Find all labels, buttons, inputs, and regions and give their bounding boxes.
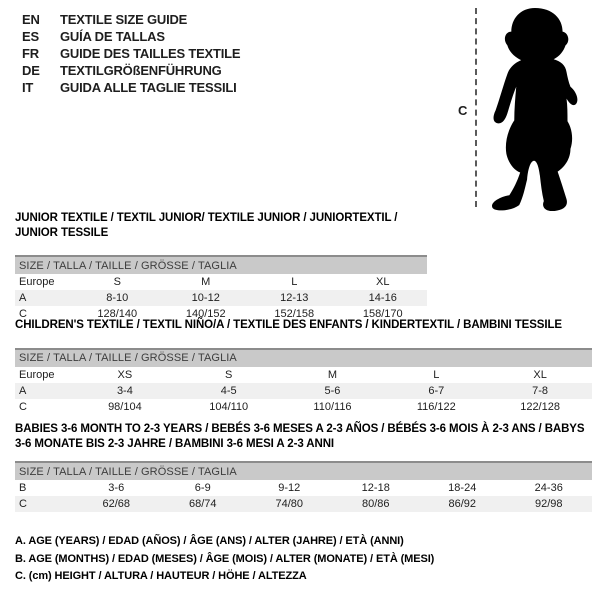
childrens-textile-section [15, 318, 592, 415]
language-list [22, 11, 240, 96]
size-cell: 68/74 [188, 498, 217, 510]
childrens-section-title: CHILDREN'S TEXTILE / TEXTIL NIÑO/A / TEXTILE DES ENFANTS / KINDERTEXTIL / BAMBINI TESSILE [15, 319, 562, 331]
size-cell: 4-5 [220, 384, 237, 397]
size-cell: 14-16 [368, 292, 397, 304]
size-cell: 9-12 [278, 482, 301, 494]
language-code: EN [22, 12, 40, 27]
size-cell: 104/110 [209, 400, 249, 413]
size-cell: 62/68 [102, 498, 131, 510]
size-cell: 6-7 [428, 384, 445, 397]
language-row-fr [22, 45, 240, 62]
row-label: A [19, 292, 27, 304]
size-cell: 92/98 [534, 498, 563, 510]
row-label: C [19, 498, 27, 510]
size-cell: M [201, 276, 211, 288]
junior-textile-section [15, 211, 427, 322]
size-cell: 7-8 [532, 384, 549, 397]
size-cell: S [225, 368, 233, 381]
footnotes [15, 533, 434, 586]
language-code: DE [22, 63, 40, 78]
language-row-it [22, 79, 240, 96]
junior-section-title: JUNIOR TEXTILE / TEXTIL JUNIOR/ TEXTILE JUNIOR / JUNIORTEXTIL / JUNIOR TESSILE [15, 212, 398, 239]
size-cell: S [113, 276, 121, 288]
row-label: C [19, 400, 27, 413]
row-label: C [19, 308, 27, 320]
childrens-size-table [15, 348, 592, 415]
table-row [15, 274, 427, 290]
footnote-b-age-months: B. AGE (MONTHS) / EDAD (MESES) / ÂGE (MOIS) / ALTER (MONATE) / ETÀ (MESI) [15, 552, 435, 565]
language-label: GUIDA ALLE TAGLIE TESSILI [60, 80, 237, 95]
table-row [15, 367, 592, 383]
size-cell: 3-6 [108, 482, 125, 494]
row-label: A [19, 384, 27, 397]
table-row [15, 399, 592, 415]
size-header-row [15, 349, 592, 367]
row-label: Europe [19, 276, 55, 288]
size-cell: XL [376, 276, 390, 288]
language-code: IT [22, 80, 34, 95]
height-measure-label: C [458, 103, 468, 118]
baby-height-figure [440, 0, 600, 215]
size-header-row [15, 256, 427, 274]
babies-textile-section [15, 422, 592, 512]
size-cell: 12-13 [280, 292, 309, 304]
size-header-row [15, 462, 592, 480]
table-row [15, 496, 592, 512]
language-label: GUÍA DE TALLAS [60, 29, 165, 44]
language-row-de [22, 62, 240, 79]
size-cell: 110/116 [313, 400, 352, 413]
language-row-es [22, 28, 240, 45]
size-cell: 128/140 [97, 308, 138, 320]
size-cell: 24-36 [534, 482, 563, 494]
size-cell: 158/170 [362, 308, 403, 320]
language-label: GUIDE DES TAILLES TEXTILE [60, 46, 241, 61]
footnote-a-age-years: A. AGE (YEARS) / EDAD (AÑOS) / ÂGE (ANS) / ALTER (JAHRE) / ETÀ (ANNI) [15, 535, 404, 547]
size-cell: 10-12 [191, 292, 220, 304]
size-cell: 116/122 [416, 400, 456, 413]
size-cell: 80/86 [361, 498, 390, 510]
baby-silhouette-icon [483, 4, 583, 211]
table-row [15, 480, 592, 496]
row-label: B [19, 482, 27, 494]
size-cell: 8-10 [106, 292, 129, 304]
size-cell: 74/80 [275, 498, 304, 510]
size-cell: 18-24 [448, 482, 477, 494]
language-code: FR [22, 46, 39, 61]
footnote-c-height: C. (cm) HEIGHT / ALTURA / HAUTEUR / HÖHE / ALTEZZA [15, 570, 307, 582]
size-header: SIZE / TALLA / TAILLE / GRÖSSE / TAGLIA [15, 349, 592, 367]
junior-size-table [15, 255, 427, 322]
size-cell: 122/128 [520, 400, 560, 413]
size-cell: M [327, 368, 338, 381]
babies-section-title: BABIES 3-6 MONTH TO 2-3 YEARS / BEBÉS 3-6 MESES A 2-3 AÑOS / BÉBÉS 3-6 MOIS À 2-3 ANS / BABYS 3-6 MONATE BIS 2-3 JAHRE / BAMBINI 3-6 MESI A 2-3 ANNI [15, 423, 585, 450]
table-row [15, 290, 427, 306]
size-cell: 98/104 [108, 400, 142, 413]
size-cell: L [433, 368, 440, 381]
size-cell: 6-9 [194, 482, 211, 494]
size-cell: 3-4 [116, 384, 133, 397]
row-label: Europe [19, 368, 55, 381]
size-cell: 140/152 [185, 308, 226, 320]
size-cell: XS [117, 368, 133, 381]
size-cell: XL [533, 368, 547, 381]
language-code: ES [22, 29, 39, 44]
size-header: SIZE / TALLA / TAILLE / GRÖSSE / TAGLIA [15, 256, 427, 274]
size-header: SIZE / TALLA / TAILLE / GRÖSSE / TAGLIA [15, 462, 592, 480]
size-cell: L [291, 276, 298, 288]
language-label: TEXTILE SIZE GUIDE [60, 12, 188, 27]
table-row [15, 383, 592, 399]
height-dashed-line [475, 8, 477, 207]
size-cell: 152/158 [274, 308, 315, 320]
language-label: TEXTILGRÖßENFÜHRUNG [60, 63, 222, 78]
size-cell: 86/92 [448, 498, 477, 510]
size-cell: 5-6 [324, 384, 341, 397]
babies-size-table [15, 461, 592, 512]
size-cell: 12-18 [361, 482, 390, 494]
language-row-en [22, 11, 240, 28]
